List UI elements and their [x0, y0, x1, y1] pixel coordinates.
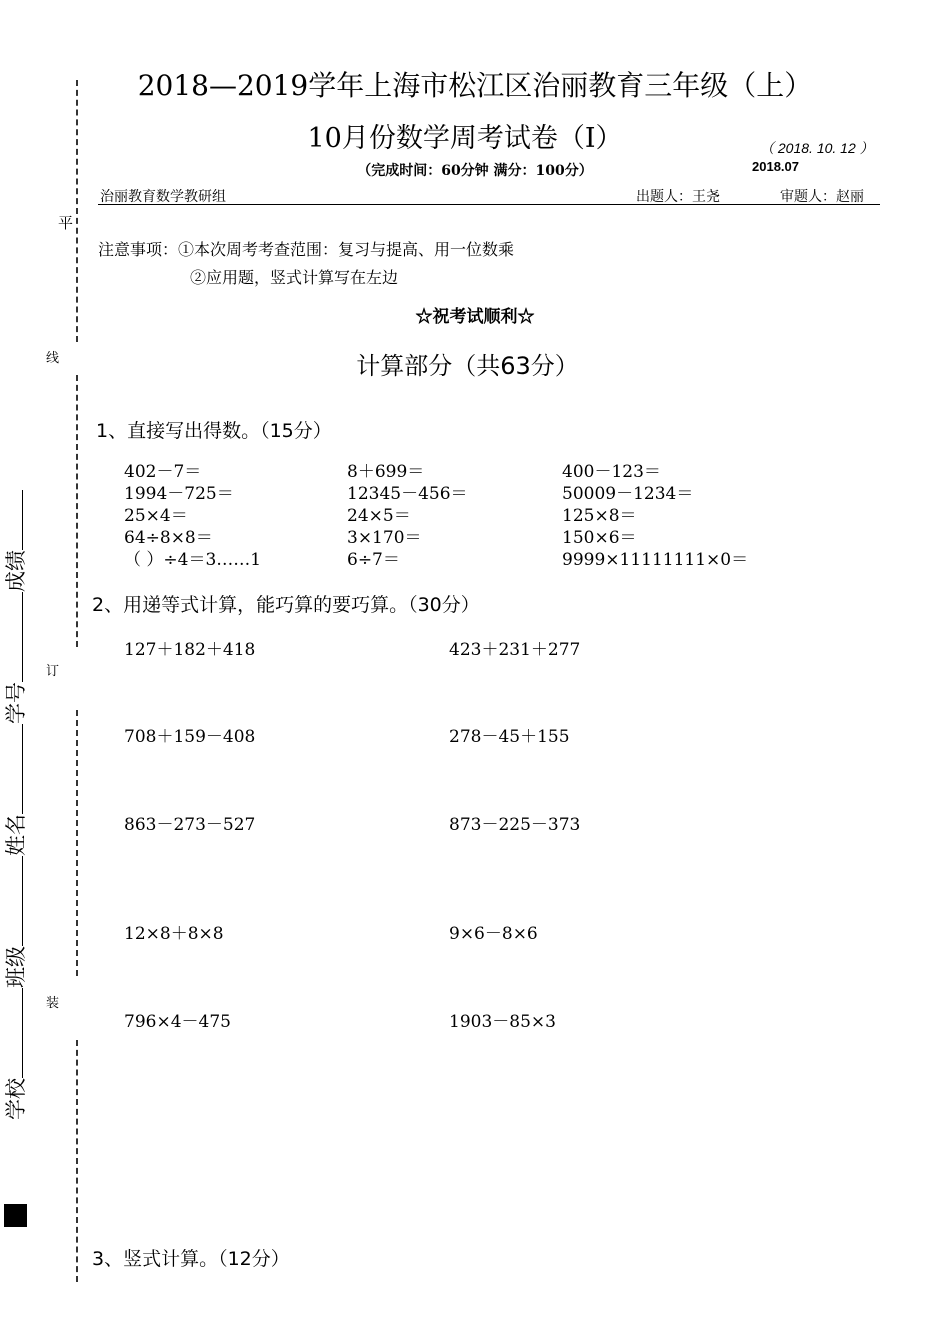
q1-item: 64÷8×8＝	[124, 528, 213, 548]
blessing: ☆祝考试顺利☆	[415, 307, 535, 327]
q2-item: 873－225－373	[449, 815, 581, 835]
exam-time-score: （完成时间：60分钟 满分：100分）	[357, 163, 593, 179]
exam-date: （ 2018. 10. 12 ）	[760, 140, 874, 156]
school-blank[interactable]	[22, 988, 23, 1078]
black-marker	[4, 1204, 27, 1227]
q1-item: 24×5＝	[347, 506, 411, 526]
q2-item: 9×6－8×6	[449, 924, 538, 944]
q1-column-1	[124, 461, 261, 571]
binding-mark: 线	[46, 351, 60, 366]
q1-item: 50009－1234＝	[562, 484, 694, 504]
binding-mark: 平	[58, 214, 74, 232]
q1-item: 6÷7＝	[347, 550, 400, 570]
field-name: 姓名	[4, 814, 28, 856]
q2-item: 12×8＋8×8	[124, 924, 224, 944]
student-info-fields	[0, 380, 30, 1120]
exam-subtitle: 10月份数学周考试卷（Ⅰ）	[307, 123, 623, 154]
q2-item: 708＋159－408	[124, 727, 256, 747]
binding-dashed-line	[76, 1040, 78, 1282]
q1-item: 125×8＝	[562, 506, 637, 526]
section-title: 计算部分（共63分）	[356, 352, 579, 380]
q2-item: 1903－85×3	[449, 1012, 556, 1032]
binding-dashed-line	[76, 710, 78, 976]
q1-item: 150×6＝	[562, 528, 637, 548]
q2-item: 863－273－527	[124, 815, 256, 835]
class-blank[interactable]	[22, 856, 23, 946]
q1-item: 12345－456＝	[347, 484, 468, 504]
q2-item: 423＋231＋277	[449, 640, 581, 660]
q1-title: 1、直接写出得数。（15分）	[96, 420, 332, 442]
author: 出题人：王尧	[636, 189, 720, 205]
exam-date-overlap: 2018.07	[752, 159, 799, 174]
exam-title: 2018—2019学年上海市松江区治丽教育三年级（上）	[137, 69, 813, 102]
q1-item: 8＋699＝	[347, 462, 425, 482]
q3-title: 3、竖式计算。（12分）	[92, 1248, 290, 1270]
q1-item: 9999×11111111×0＝	[562, 550, 749, 570]
notes-line-1: 注意事项：①本次周考考查范围：复习与提高、用一位数乘	[98, 240, 515, 259]
notes-line-2: ②应用题，竖式计算写在左边	[190, 268, 399, 287]
q1-column-3	[562, 461, 748, 571]
field-school: 学校	[4, 1078, 28, 1120]
q1-item: 25×4＝	[124, 506, 188, 526]
header-divider	[98, 204, 880, 205]
number-blank[interactable]	[22, 592, 23, 682]
field-class: 班级	[4, 946, 28, 988]
field-score: 成绩	[4, 550, 28, 592]
q2-item: 796×4－475	[124, 1012, 231, 1032]
binding-mark: 装	[46, 996, 60, 1011]
q1-item: 3×170＝	[347, 528, 422, 548]
score-blank[interactable]	[22, 490, 23, 550]
q2-item: 127＋182＋418	[124, 640, 256, 660]
q2-title: 2、用递等式计算，能巧算的要巧算。（30分）	[92, 594, 480, 616]
q1-item: 402－7＝	[124, 462, 202, 482]
q2-item: 278－45＋155	[449, 727, 570, 747]
name-blank[interactable]	[22, 724, 23, 814]
q1-item: （ ）÷4＝3……1	[124, 550, 262, 570]
q1-item: 400－123＝	[562, 462, 661, 482]
binding-mark: 订	[46, 664, 60, 679]
binding-dashed-line	[76, 375, 78, 647]
org-name: 治丽教育数学教研组	[100, 189, 226, 205]
field-number: 学号	[4, 682, 28, 724]
q1-item: 1994－725＝	[124, 484, 234, 504]
q1-column-2	[347, 461, 468, 571]
reviewer: 审题人：赵丽	[780, 189, 864, 205]
